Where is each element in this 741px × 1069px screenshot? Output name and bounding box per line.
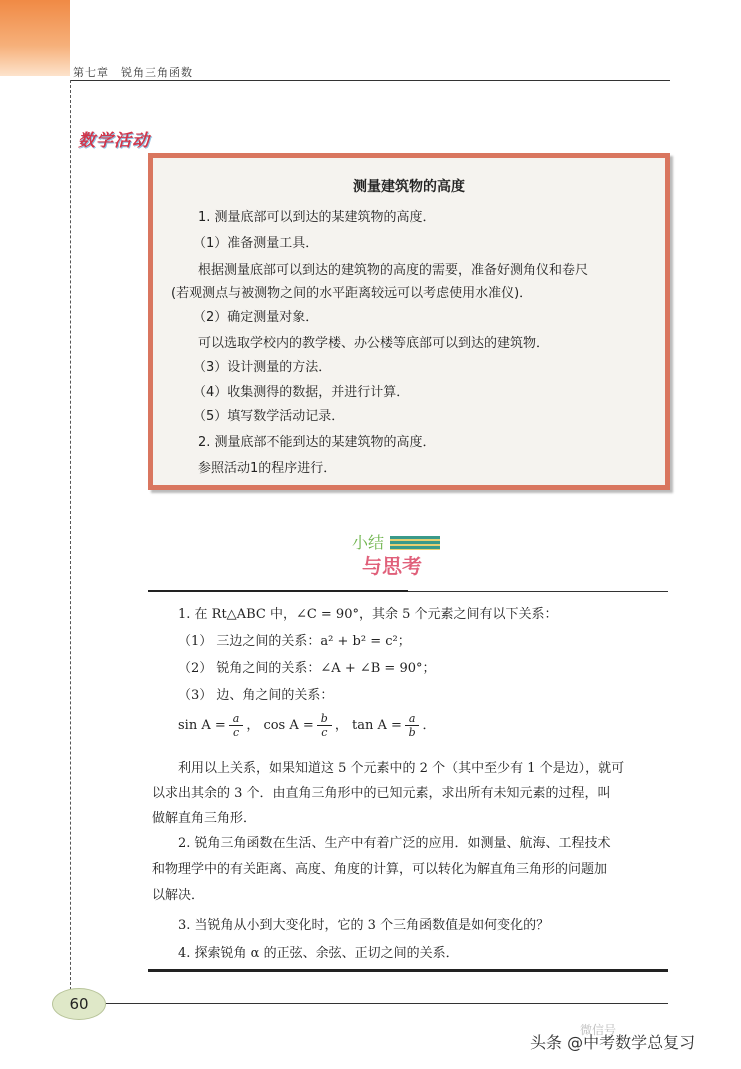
summary-question: 4. 探索锐角 α 的正弦、余弦、正切之间的关系． — [178, 946, 459, 961]
activity-line: 可以选取学校内的教学楼、办公楼等底部可以到达的建筑物． — [198, 336, 550, 351]
summary-logo — [350, 528, 450, 578]
corner-decoration — [0, 0, 70, 76]
trig-formulas: sin A = $\frac{a}{c}$ ， cos A = $\frac{b}{c}$ ， tan A = $\frac{a}{b}$ ． — [178, 712, 436, 739]
activity-line: 参照活动1的程序进行． — [198, 461, 337, 476]
tan-fraction: $\frac{a}{b}$ — [405, 712, 420, 739]
summary-relation: （1） 三边之间的关系：a² + b² = c²； — [178, 634, 411, 649]
summary-paragraph: 2. 锐角三角函数在生活、生产中有着广泛的应用．如测量、航海、工程技术 — [178, 836, 611, 851]
activity-line: （3）设计测量的方法． — [193, 360, 332, 375]
activity-line: （5）填写数学活动记录． — [193, 409, 345, 424]
summary-paragraph: 以求出其余的 3 个．由直角三角形中的已知元素，求出所有未知元素的过程，叫 — [152, 786, 611, 801]
activity-line: 1. 测量底部可以到达的某建筑物的高度． — [198, 210, 436, 225]
activity-box — [148, 153, 670, 490]
sin-label: sin A = — [178, 718, 226, 733]
summary-paragraph: 以解决． — [152, 888, 205, 903]
cos-fraction: $\frac{b}{c}$ — [317, 712, 332, 739]
watermark: 头条 @中考数学总复习 — [530, 1033, 696, 1052]
summary-top-rule-thick — [148, 590, 408, 592]
chapter-header: 第七章 锐角三角函数 — [73, 66, 193, 79]
page-number: 60 — [52, 988, 106, 1020]
tan-label: tan A = — [351, 718, 402, 733]
activity-line: （2）确定测量对象． — [193, 310, 319, 325]
header-rule — [70, 80, 670, 81]
summary-bottom-rule — [148, 969, 668, 972]
footer-rule — [105, 1003, 668, 1004]
activity-line: (若观测点与被测物之间的水平距离较远可以考虑使用水准仪)． — [171, 286, 533, 301]
summary-paragraph: 做解直角三角形． — [152, 811, 257, 826]
math-activity-logo: 数学活动 — [78, 131, 150, 151]
summary-relation: （2） 锐角之间的关系：∠A + ∠B = 90°； — [178, 661, 436, 676]
margin-dashed-line — [70, 80, 71, 1000]
summary-paragraph: 和物理学中的有关距离、高度、角度的计算，可以转化为解直角三角形的问题加 — [152, 862, 608, 877]
activity-title: 测量建筑物的高度 — [353, 179, 465, 195]
activity-line: （1）准备测量工具． — [193, 236, 319, 251]
activity-line: 根据测量底部可以到达的建筑物的高度的需要，准备好测角仪和卷尺 — [198, 263, 589, 278]
cos-label: cos A = — [263, 718, 314, 733]
books-icon — [390, 536, 440, 550]
summary-question: 3. 当锐角从小到大变化时，它的 3 个三角函数值是如何变化的？ — [178, 918, 550, 933]
activity-line: （4）收集测得的数据，并进行计算． — [193, 385, 410, 400]
summary-logo-top: 小结 — [352, 533, 385, 552]
activity-line: 2. 测量底部不能到达的某建筑物的高度． — [198, 435, 436, 450]
summary-logo-bottom: 与思考 — [362, 554, 422, 578]
summary-relation: （3） 边、角之间的关系： — [178, 688, 334, 703]
sin-fraction: $\frac{a}{c}$ — [229, 712, 244, 739]
watermark-faint: 微信号 — [580, 1023, 617, 1037]
summary-paragraph: 利用以上关系，如果知道这 5 个元素中的 2 个（其中至少有 1 个是边），就可 — [178, 761, 625, 776]
summary-item: 1. 在 Rt△ABC 中，∠C = 90°，其余 5 个元素之间有以下关系： — [178, 607, 558, 622]
